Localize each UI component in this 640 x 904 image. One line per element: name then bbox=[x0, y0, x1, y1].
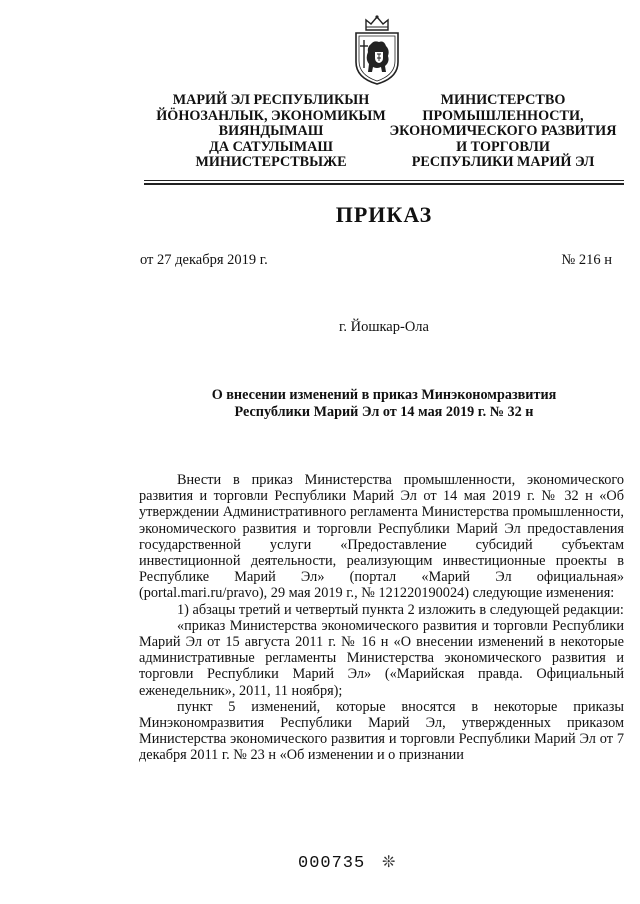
coat-of-arms-emblem bbox=[352, 14, 402, 86]
serial-ornament-icon: ❊ bbox=[382, 854, 396, 871]
header-line: РЕСПУБЛИКИ МАРИЙ ЭЛ bbox=[411, 154, 595, 171]
ministry-name-mari bbox=[156, 93, 386, 171]
subject-line: Республики Марий Эл от 14 мая 2019 г. № 32 н bbox=[234, 404, 534, 420]
document-subject bbox=[144, 387, 624, 421]
body-paragraph: пункт 5 изменений, которые вносятся в некоторые приказы Минэкономразвития Республики Марий Эл, утвержденных приказом Министерства экономического развития и торговли Республики Марий Эл от 7 декабря 2011 г. № 23 н «Об изменении и о признании bbox=[139, 698, 624, 764]
document-city: г. Йошкар-Ола bbox=[339, 319, 429, 335]
document-number: № 216 н bbox=[561, 252, 612, 268]
document-body bbox=[139, 472, 624, 764]
ministry-name-russian bbox=[383, 93, 623, 171]
document-date: от 27 декабря 2019 г. bbox=[140, 252, 268, 268]
header-line: ЭКОНОМИЧЕСКОГО РАЗВИТИЯ bbox=[389, 123, 617, 140]
header-divider-thin bbox=[144, 180, 624, 181]
header-line: ДА САТУЛЫМАШ bbox=[209, 138, 333, 155]
subject-line: О внесении изменений в приказ Минэкономразвития bbox=[211, 387, 557, 403]
header-line: ЙӦНОЗАНЛЫК, ЭКОНОМИКЫМ bbox=[156, 107, 386, 124]
header-line: МИНИСТЕРСТВЫЖЕ bbox=[195, 154, 347, 171]
form-serial-number: 000735 bbox=[298, 854, 366, 873]
header-divider-thick bbox=[144, 183, 624, 185]
header-line: ВИЯНДЫМАШ bbox=[218, 123, 324, 140]
document-title: ПРИКАЗ bbox=[335, 202, 433, 227]
body-paragraph: Внести в приказ Министерства промышленности, экономического развития и торговли Республики Марий Эл от 14 мая 2019 г. № 32 н «Об утверждении Административного регламента Министерства промышленности, экономического развития и торговли Республики Марий Эл предоставления государственной услуги «Предоставление субсидий субъектам инвестиционной деятельности, реализующим инвестиционные проекты в Республике Марий Эл» (портал «Марий Эл официальная» (portal.mari.ru/pravo), 29 мая 2019 г., № 121220190024) следующие изменения: bbox=[139, 472, 624, 602]
body-paragraph: «приказ Министерства экономического развития и торговли Республики Марий Эл от 15 августа 2011 г. № 16 н «О внесении изменений в некоторые административные регламенты Министерства экономического развития и торговли Республики Марий Эл» («Марийская правда. Официальный еженедельник», 2011, 11 ноября); bbox=[139, 617, 624, 699]
header-line: И ТОРГОВЛИ bbox=[456, 138, 550, 155]
header-line: МАРИЙ ЭЛ РЕСПУБЛИКЫН bbox=[172, 92, 370, 108]
body-paragraph: 1) абзацы третий и четвертый пункта 2 изложить в следующей редакции: bbox=[177, 601, 624, 618]
header-line: ПРОМЫШЛЕННОСТИ, bbox=[422, 107, 584, 124]
header-line: МИНИСТЕРСТВО bbox=[440, 92, 566, 108]
